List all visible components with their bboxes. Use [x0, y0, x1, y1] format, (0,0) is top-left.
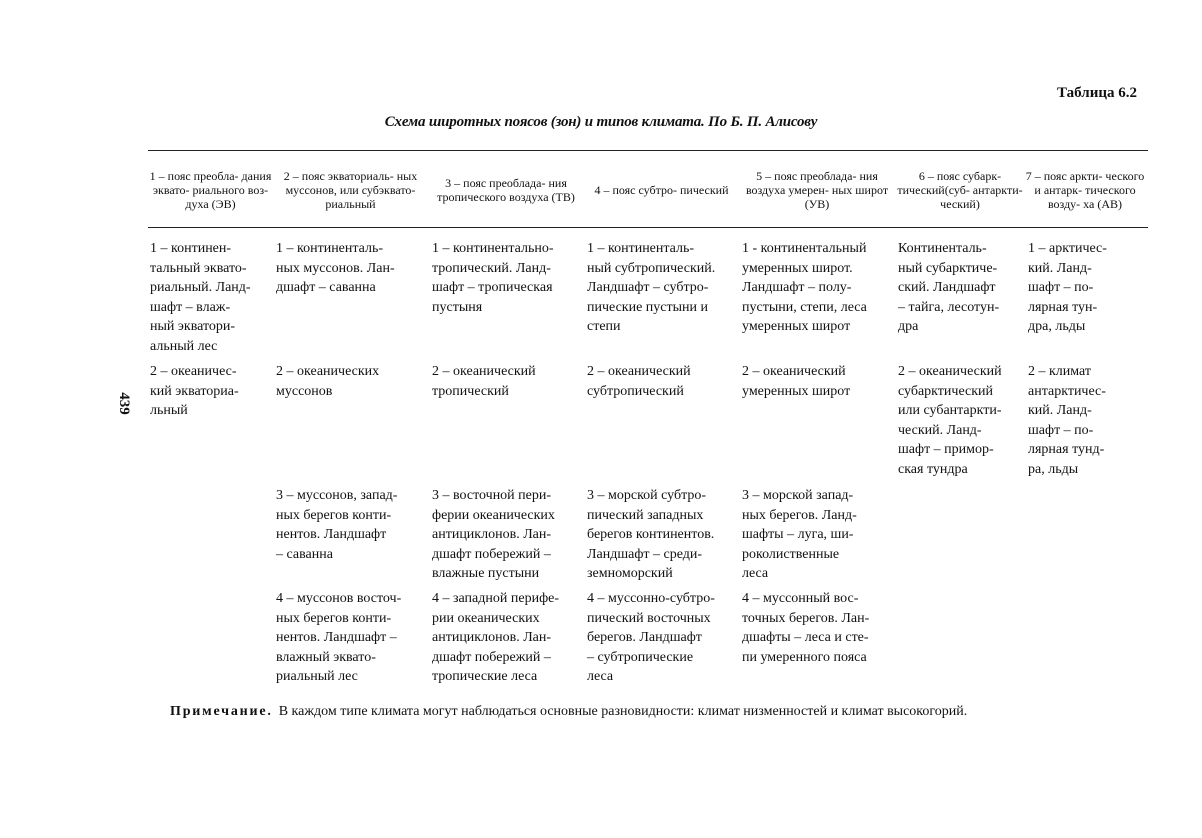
table-cell: 2 – океанический умеренных широт [742, 364, 851, 399]
table-cell: 1 – континентально- тропический. Ланд- шафт – тропическая пустыня [432, 241, 554, 315]
table-top-rule [148, 150, 1148, 151]
column-header-3: 3 – пояс преоблада- ния тропического воздуха (ТВ) [437, 176, 575, 204]
table-cell: 3 – морской субтро- пический западных берегов континентов. Ландшафт – среди- земноморский [587, 488, 715, 582]
table-cell: 3 – восточной пери- ферии океанических антициклонов. Лан- дшафт побережий – влажные пустыни [432, 488, 555, 582]
table-cell: 3 – муссонов, запад- ных берегов конти- нентов. Ландшафт – саванна [276, 488, 398, 562]
table-cell: Континенталь- ный субарктиче- ский. Ландшафт – тайга, лесотун- дра [898, 241, 1000, 335]
table-cell: 1 – арктичес- кий. Ланд- шафт – по- лярная тун- дра, льды [1028, 241, 1107, 335]
column-header-2: 2 – пояс экваториаль- ных муссонов, или субэквато- риальный [283, 169, 418, 211]
table-cell: 1 – континен- тальный эквато- риальный. Ланд- шафт – влаж- ный экватори- альный лес [150, 241, 251, 354]
column-header-4: 4 – пояс субтро- пический [594, 183, 729, 197]
table-cell: 2 – климат антарктичес- кий. Ланд- шафт – по- лярная тунд- ра, льды [1028, 364, 1106, 477]
column-header-5: 5 – пояс преоблада- ния воздуха умерен- ных широт (УВ) [745, 169, 889, 211]
table-cell: 2 – океанический тропический [432, 364, 536, 399]
column-header-1: 1 – пояс преобла- дания эквато- риального воз- духа (ЭВ) [149, 169, 272, 211]
column-header-7: 7 – пояс аркти- ческого и антарк- тического возду- ха (АВ) [1025, 169, 1145, 211]
note-text: В каждом типе климата могут наблюдаться основные разновидности: климат низменностей и климат высокогорий. [278, 704, 968, 719]
table-title: Схема широтных поясов (зон) и типов климата. По Б. П. Алисову [384, 114, 818, 130]
page-number: 439 [115, 392, 132, 415]
table-header-rule [148, 227, 1148, 228]
table-cell: 2 – океанический субарктический или субантаркти- ческий. Ланд- шафт – примор- ская тундра [898, 364, 1002, 477]
table-cell: 4 – муссонов восточ- ных берегов конти- нентов. Ландшафт – влажный эквато- риальный лес [276, 591, 402, 685]
table-cell: 2 – океанических муссонов [276, 364, 380, 399]
table-cell: 4 – муссонно-субтро- пический восточных берегов. Ландшафт – субтропические леса [587, 591, 715, 685]
column-header-6: 6 – пояс субарк- тический(суб- антаркти- ческий) [897, 169, 1023, 211]
table-cell: 2 – океанический субтропический [587, 364, 691, 399]
table-cell: 1 - континентальный умеренных широт. Ландшафт – полу- пустыни, степи, леса умеренных широт [742, 241, 867, 335]
table-cell: 3 – морской запад- ных берегов. Ланд- шафты – луга, ши- роколиственные леса [742, 488, 857, 582]
table-cell: 4 – муссонный вос- точных берегов. Лан- дшафты – леса и сте- пи умеренного пояса [742, 591, 870, 665]
table-cell: 4 – западной перифе- рии океанических антициклонов. Лан- дшафт побережий – тропические леса [432, 591, 560, 685]
table-cell: 2 – океаничес- кий экваториа- льный [150, 364, 239, 419]
table-number: Таблица 6.2 [1057, 85, 1137, 101]
table-note [170, 704, 967, 720]
table-cell: 1 – континенталь- ный субтропический. Ландшафт – субтро- пические пустыни и степи [587, 241, 716, 335]
note-label: Примечание. [170, 704, 273, 719]
table-cell: 1 – континенталь- ных муссонов. Лан- дшафт – саванна [276, 241, 395, 296]
